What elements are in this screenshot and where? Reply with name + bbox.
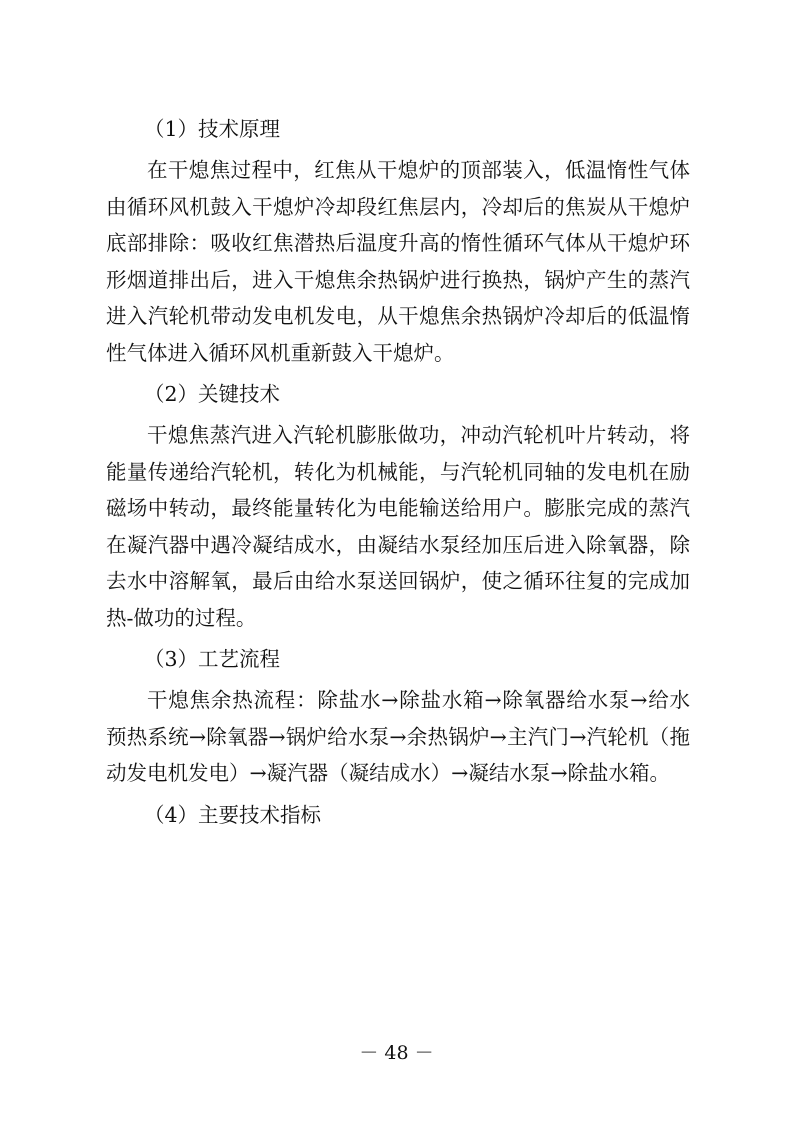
document-body: [106, 108, 690, 838]
paragraph-key-technology: 干熄焦蒸汽进入汽轮机膨胀做功，冲动汽轮机叶片转动，将能量传递给汽轮机，转化为机械能，与汽轮机同轴的发电机在励磁场中转动，最终能量转化为电能输送给用户。膨胀完成的蒸汽在凝汽器中遇冷凝结成水，由凝结水泵经加压后进入除氧器，除去水中溶解氧，最后由给水泵送回锅炉，使之循环往复的完成加热-做功的过程。: [106, 423, 690, 630]
page-number: － 48 －: [359, 1042, 434, 1064]
section-heading-principle: （1）技术原理: [144, 117, 281, 141]
paragraph-process-flow: 干熄焦余热流程：除盐水→除盐水箱→除氧器给水泵→给水预热系统→除氧器→锅炉给水泵→余热锅炉→主汽门→汽轮机（拖动发电机发电）→凝汽器（凝结成水）→凝结水泵→除盐水箱。: [106, 688, 690, 785]
section-heading-process-flow: （3）工艺流程: [144, 647, 281, 671]
paragraph-principle: 在干熄焦过程中，红焦从干熄炉的顶部装入，低温惰性气体由循环风机鼓入干熄炉冷却段红焦层内，冷却后的焦炭从干熄炉底部排除：吸收红焦潜热后温度升高的惰性循环气体从干熄炉环形烟道排出后，进入干熄焦余热锅炉进行换热，锅炉产生的蒸汽进入汽轮机带动发电机发电，从干熄焦余热锅炉冷却后的低温惰性气体进入循环风机重新鼓入干熄炉。: [106, 158, 690, 365]
section-heading-key-technology: （2）关键技术: [144, 382, 281, 406]
section-heading-technical-indicators: （4）主要技术指标: [144, 802, 322, 827]
